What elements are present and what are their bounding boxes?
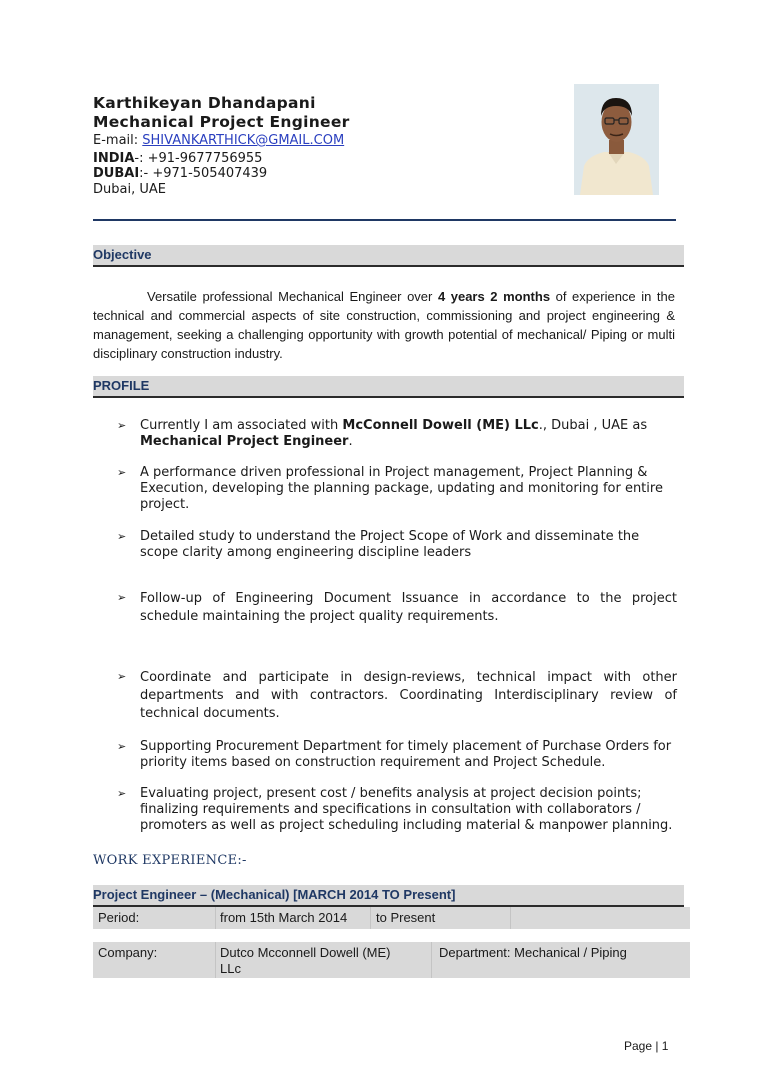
header-divider xyxy=(93,219,676,221)
dubai-label: DUBAI xyxy=(93,166,140,181)
bullet-arrow-icon: ➢ xyxy=(117,670,127,683)
objective-heading: Objective xyxy=(93,247,152,262)
candidate-title: Mechanical Project Engineer xyxy=(93,113,350,131)
profile-item-text: Follow-up of Engineering Document Issuance in accordance to the project schedule maintaining the project quality requirements. xyxy=(140,591,677,624)
profile-item-text: Coordinate and participate in design-reviews, technical impact with other departments and with contractors. Coordinating Interdisciplinary review of technical documents. xyxy=(140,670,677,721)
cell-divider xyxy=(510,907,511,929)
company-row xyxy=(93,942,690,978)
period-label: Period: xyxy=(98,910,140,925)
profile-heading-bar xyxy=(93,376,684,398)
dubai-phone-line xyxy=(93,166,267,181)
bullet-arrow-icon: ➢ xyxy=(117,740,127,753)
department: Department: Mechanical / Piping xyxy=(439,945,627,960)
current-role: Mechanical Project Engineer xyxy=(140,434,349,449)
email-line xyxy=(93,133,344,148)
bullet-arrow-icon: ➢ xyxy=(117,466,127,479)
candidate-name: Karthikeyan Dhandapani xyxy=(93,94,316,112)
period-to: to Present xyxy=(376,910,436,925)
india-phone-line xyxy=(93,151,262,166)
work-experience-heading: WORK EXPERIENCE:- xyxy=(93,853,247,868)
period-from: from 15th March 2014 xyxy=(220,910,348,925)
profile-item-text: Detailed study to understand the Project Scope of Work and disseminate the scope clarity among engineering discipline leaders xyxy=(140,529,640,560)
objective-heading-bar xyxy=(93,245,684,267)
location: Dubai, UAE xyxy=(93,182,166,197)
objective-text xyxy=(93,287,675,363)
bullet-arrow-icon: ➢ xyxy=(117,787,127,800)
profile-item-text: ., Dubai , UAE as xyxy=(538,418,648,433)
profile-item-text: Supporting Procurement Department for timely placement of Purchase Orders for priority items based on construction requirement and Project Schedule. xyxy=(140,739,672,770)
page-number: Page | 1 xyxy=(624,1039,669,1053)
india-label: INDIA xyxy=(93,151,135,166)
email-link[interactable]: SHIVANKARTHICK@GMAIL.COM xyxy=(142,133,345,148)
profile-heading: PROFILE xyxy=(93,378,150,393)
person-photo-icon xyxy=(574,84,659,195)
profile-photo xyxy=(574,84,659,195)
cell-divider xyxy=(215,942,216,978)
company-name: McConnell Dowell (ME) LLc xyxy=(342,418,539,433)
company-label: Company: xyxy=(98,945,158,960)
objective-text-start: Versatile professional Mechanical Engineer over xyxy=(147,289,438,304)
bullet-arrow-icon: ➢ xyxy=(117,591,127,604)
profile-item-text: Evaluating project, present cost / benefits analysis at project decision points; finalizing requirements and specifications in consultation with collaborators / promoters as well as project scheduling including material & manpower planning. xyxy=(140,786,673,833)
profile-item-text: A performance driven professional in Project management, Project Planning & Execution, developing the planning package, updating and monitoring for entire project. xyxy=(140,465,663,512)
cell-divider xyxy=(370,907,371,929)
india-phone: -: +91-9677756955 xyxy=(134,151,263,166)
experience-duration: 4 years 2 months xyxy=(437,289,551,304)
email-label: E-mail: xyxy=(93,133,143,148)
bullet-arrow-icon: ➢ xyxy=(117,419,127,432)
profile-item-text: . xyxy=(348,434,353,449)
job-title: Project Engineer – (Mechanical) [MARCH 2014 TO Present] xyxy=(93,887,456,902)
company-value: Dutco Mcconnell Dowell (ME) LLc xyxy=(220,945,391,976)
bullet-arrow-icon: ➢ xyxy=(117,530,127,543)
period-row xyxy=(93,907,690,929)
job-heading-bar xyxy=(93,885,684,907)
objective-text-end: of experience in the technical and commercial aspects of site construction, commissioning and project engineering & management, seeking a challenging opportunity with growth potential of mechanical/ Piping or multi disciplinary construction industry. xyxy=(93,289,676,361)
cell-divider xyxy=(215,907,216,929)
profile-item-text: Currently I am associated with xyxy=(140,418,343,433)
dubai-phone: :- +971-505407439 xyxy=(139,166,268,181)
cell-divider xyxy=(431,942,432,978)
